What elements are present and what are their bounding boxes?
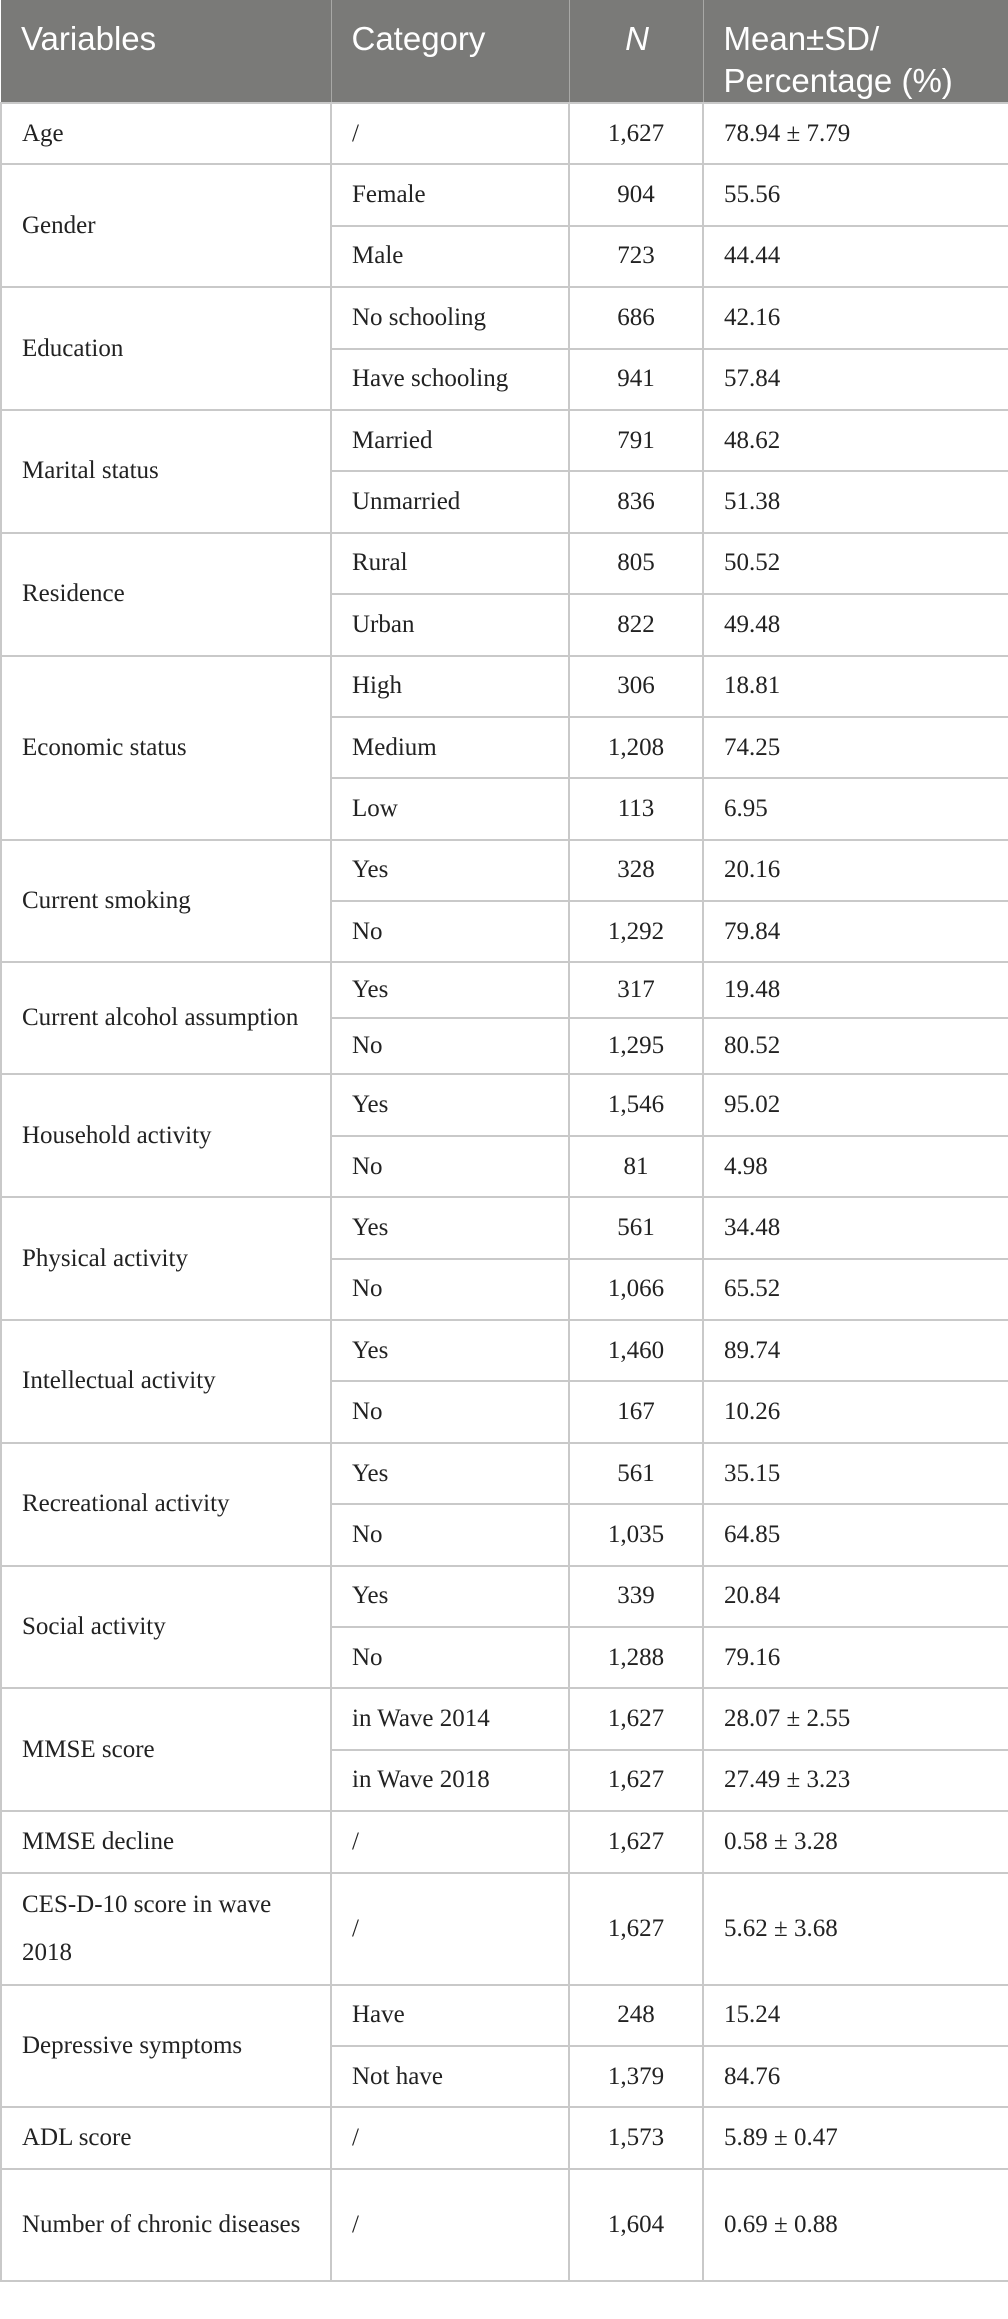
category-cell: No	[331, 1136, 569, 1197]
variable-cell: Marital status	[1, 410, 331, 533]
table-body	[1, 103, 1008, 2281]
mean-percentage-cell: 19.48	[703, 962, 1008, 1018]
mean-percentage-cell: 57.84	[703, 349, 1008, 410]
mean-percentage-cell: 34.48	[703, 1197, 1008, 1258]
mean-percentage-cell: 5.62 ± 3.68	[703, 1873, 1008, 1985]
n-cell: 904	[569, 164, 703, 225]
n-cell: 328	[569, 840, 703, 901]
category-cell: /	[331, 1811, 569, 1872]
table-row	[1, 962, 1008, 1018]
category-cell: in Wave 2018	[331, 1750, 569, 1811]
n-cell: 1,573	[569, 2107, 703, 2168]
category-cell: /	[331, 2107, 569, 2168]
mean-percentage-cell: 50.52	[703, 533, 1008, 594]
variable-cell: Number of chronic diseases	[1, 2169, 331, 2281]
n-cell: 1,627	[569, 1811, 703, 1872]
mean-percentage-cell: 51.38	[703, 471, 1008, 532]
mean-percentage-cell: 48.62	[703, 410, 1008, 471]
table-row	[1, 410, 1008, 471]
mean-percentage-cell: 42.16	[703, 287, 1008, 348]
n-cell: 1,035	[569, 1504, 703, 1565]
table-row	[1, 1566, 1008, 1627]
n-cell: 1,460	[569, 1320, 703, 1381]
category-cell: No	[331, 1381, 569, 1442]
mean-percentage-cell: 27.49 ± 3.23	[703, 1750, 1008, 1811]
variable-cell: Age	[1, 103, 331, 164]
variable-cell: Intellectual activity	[1, 1320, 331, 1443]
mean-percentage-cell: 10.26	[703, 1381, 1008, 1442]
category-cell: High	[331, 656, 569, 717]
category-cell: No	[331, 1259, 569, 1320]
category-cell: Female	[331, 164, 569, 225]
n-cell: 1,627	[569, 103, 703, 164]
n-cell: 1,295	[569, 1018, 703, 1074]
category-cell: in Wave 2014	[331, 1688, 569, 1749]
n-cell: 822	[569, 594, 703, 655]
mean-percentage-cell: 0.69 ± 0.88	[703, 2169, 1008, 2281]
n-cell: 1,066	[569, 1259, 703, 1320]
category-cell: No	[331, 901, 569, 962]
variable-cell: MMSE score	[1, 1688, 331, 1811]
category-cell: No	[331, 1018, 569, 1074]
n-cell: 1,627	[569, 1688, 703, 1749]
category-cell: No	[331, 1504, 569, 1565]
mean-percentage-cell: 18.81	[703, 656, 1008, 717]
table-row	[1, 1320, 1008, 1381]
n-cell: 113	[569, 778, 703, 839]
category-cell: Urban	[331, 594, 569, 655]
variable-cell: Economic status	[1, 656, 331, 840]
table-row	[1, 1443, 1008, 1504]
mean-percentage-cell: 20.16	[703, 840, 1008, 901]
category-cell: Yes	[331, 962, 569, 1018]
mean-percentage-cell: 5.89 ± 0.47	[703, 2107, 1008, 2168]
variable-cell: Gender	[1, 164, 331, 287]
category-cell: Yes	[331, 1074, 569, 1135]
category-cell: Yes	[331, 1443, 569, 1504]
n-cell: 1,604	[569, 2169, 703, 2281]
category-cell: Yes	[331, 1566, 569, 1627]
n-cell: 686	[569, 287, 703, 348]
n-cell: 1,546	[569, 1074, 703, 1135]
category-cell: Yes	[331, 1197, 569, 1258]
table-row	[1, 656, 1008, 717]
mean-percentage-cell: 49.48	[703, 594, 1008, 655]
header-n: N	[569, 0, 703, 103]
table-row	[1, 840, 1008, 901]
variable-cell: Physical activity	[1, 1197, 331, 1320]
mean-percentage-cell: 64.85	[703, 1504, 1008, 1565]
variable-cell: Household activity	[1, 1074, 331, 1197]
n-cell: 836	[569, 471, 703, 532]
n-cell: 1,292	[569, 901, 703, 962]
header-category: Category	[331, 0, 569, 103]
category-cell: Rural	[331, 533, 569, 594]
category-cell: Unmarried	[331, 471, 569, 532]
table-row	[1, 1811, 1008, 1872]
table-row	[1, 164, 1008, 225]
header-mean-line1: Mean±SD/	[723, 20, 880, 57]
header-variables: Variables	[1, 0, 331, 103]
category-cell: /	[331, 2169, 569, 2281]
category-cell: Have schooling	[331, 349, 569, 410]
mean-percentage-cell: 79.16	[703, 1627, 1008, 1688]
table-row	[1, 2107, 1008, 2168]
category-cell: Male	[331, 226, 569, 287]
category-cell: /	[331, 1873, 569, 1985]
table-row	[1, 1688, 1008, 1749]
header-mean-percentage	[703, 0, 1008, 103]
header-row	[1, 0, 1008, 103]
category-cell: Low	[331, 778, 569, 839]
mean-percentage-cell: 0.58 ± 3.28	[703, 1811, 1008, 1872]
variable-cell: Current smoking	[1, 840, 331, 963]
mean-percentage-cell: 4.98	[703, 1136, 1008, 1197]
variable-cell: Education	[1, 287, 331, 410]
table-row	[1, 1197, 1008, 1258]
n-cell: 1,379	[569, 2046, 703, 2107]
header-mean-line2: Percentage (%)	[723, 62, 953, 99]
mean-percentage-cell: 6.95	[703, 778, 1008, 839]
table-row	[1, 1873, 1008, 1985]
mean-percentage-cell: 55.56	[703, 164, 1008, 225]
mean-percentage-cell: 74.25	[703, 717, 1008, 778]
variable-cell: Residence	[1, 533, 331, 656]
mean-percentage-cell: 15.24	[703, 1985, 1008, 2046]
category-cell: Yes	[331, 1320, 569, 1381]
n-cell: 81	[569, 1136, 703, 1197]
mean-percentage-cell: 95.02	[703, 1074, 1008, 1135]
n-cell: 1,288	[569, 1627, 703, 1688]
category-cell: Medium	[331, 717, 569, 778]
category-cell: Married	[331, 410, 569, 471]
mean-percentage-cell: 79.84	[703, 901, 1008, 962]
table-row	[1, 103, 1008, 164]
n-cell: 805	[569, 533, 703, 594]
variable-cell: Recreational activity	[1, 1443, 331, 1566]
variable-cell: Depressive symptoms	[1, 1985, 331, 2108]
n-cell: 941	[569, 349, 703, 410]
mean-percentage-cell: 78.94 ± 7.79	[703, 103, 1008, 164]
table-row	[1, 2169, 1008, 2281]
n-cell: 561	[569, 1197, 703, 1258]
mean-percentage-cell: 28.07 ± 2.55	[703, 1688, 1008, 1749]
table-row	[1, 287, 1008, 348]
table-row	[1, 1985, 1008, 2046]
category-cell: No	[331, 1627, 569, 1688]
n-cell: 317	[569, 962, 703, 1018]
n-cell: 723	[569, 226, 703, 287]
category-cell: /	[331, 103, 569, 164]
n-cell: 248	[569, 1985, 703, 2046]
n-cell: 561	[569, 1443, 703, 1504]
category-cell: No schooling	[331, 287, 569, 348]
variable-cell: Social activity	[1, 1566, 331, 1689]
mean-percentage-cell: 65.52	[703, 1259, 1008, 1320]
mean-percentage-cell: 89.74	[703, 1320, 1008, 1381]
mean-percentage-cell: 44.44	[703, 226, 1008, 287]
category-cell: Yes	[331, 840, 569, 901]
variable-cell: ADL score	[1, 2107, 331, 2168]
n-cell: 1,627	[569, 1873, 703, 1985]
variable-cell: Current alcohol assumption	[1, 962, 331, 1074]
mean-percentage-cell: 20.84	[703, 1566, 1008, 1627]
category-cell: Have	[331, 1985, 569, 2046]
n-cell: 1,208	[569, 717, 703, 778]
category-cell: Not have	[331, 2046, 569, 2107]
mean-percentage-cell: 35.15	[703, 1443, 1008, 1504]
n-cell: 791	[569, 410, 703, 471]
variable-cell: MMSE decline	[1, 1811, 331, 1872]
table-row	[1, 1074, 1008, 1135]
n-cell: 167	[569, 1381, 703, 1442]
mean-percentage-cell: 84.76	[703, 2046, 1008, 2107]
variable-cell: CES-D-10 score in wave 2018	[1, 1873, 331, 1985]
n-cell: 1,627	[569, 1750, 703, 1811]
n-cell: 339	[569, 1566, 703, 1627]
mean-percentage-cell: 80.52	[703, 1018, 1008, 1074]
table-row	[1, 533, 1008, 594]
n-cell: 306	[569, 656, 703, 717]
